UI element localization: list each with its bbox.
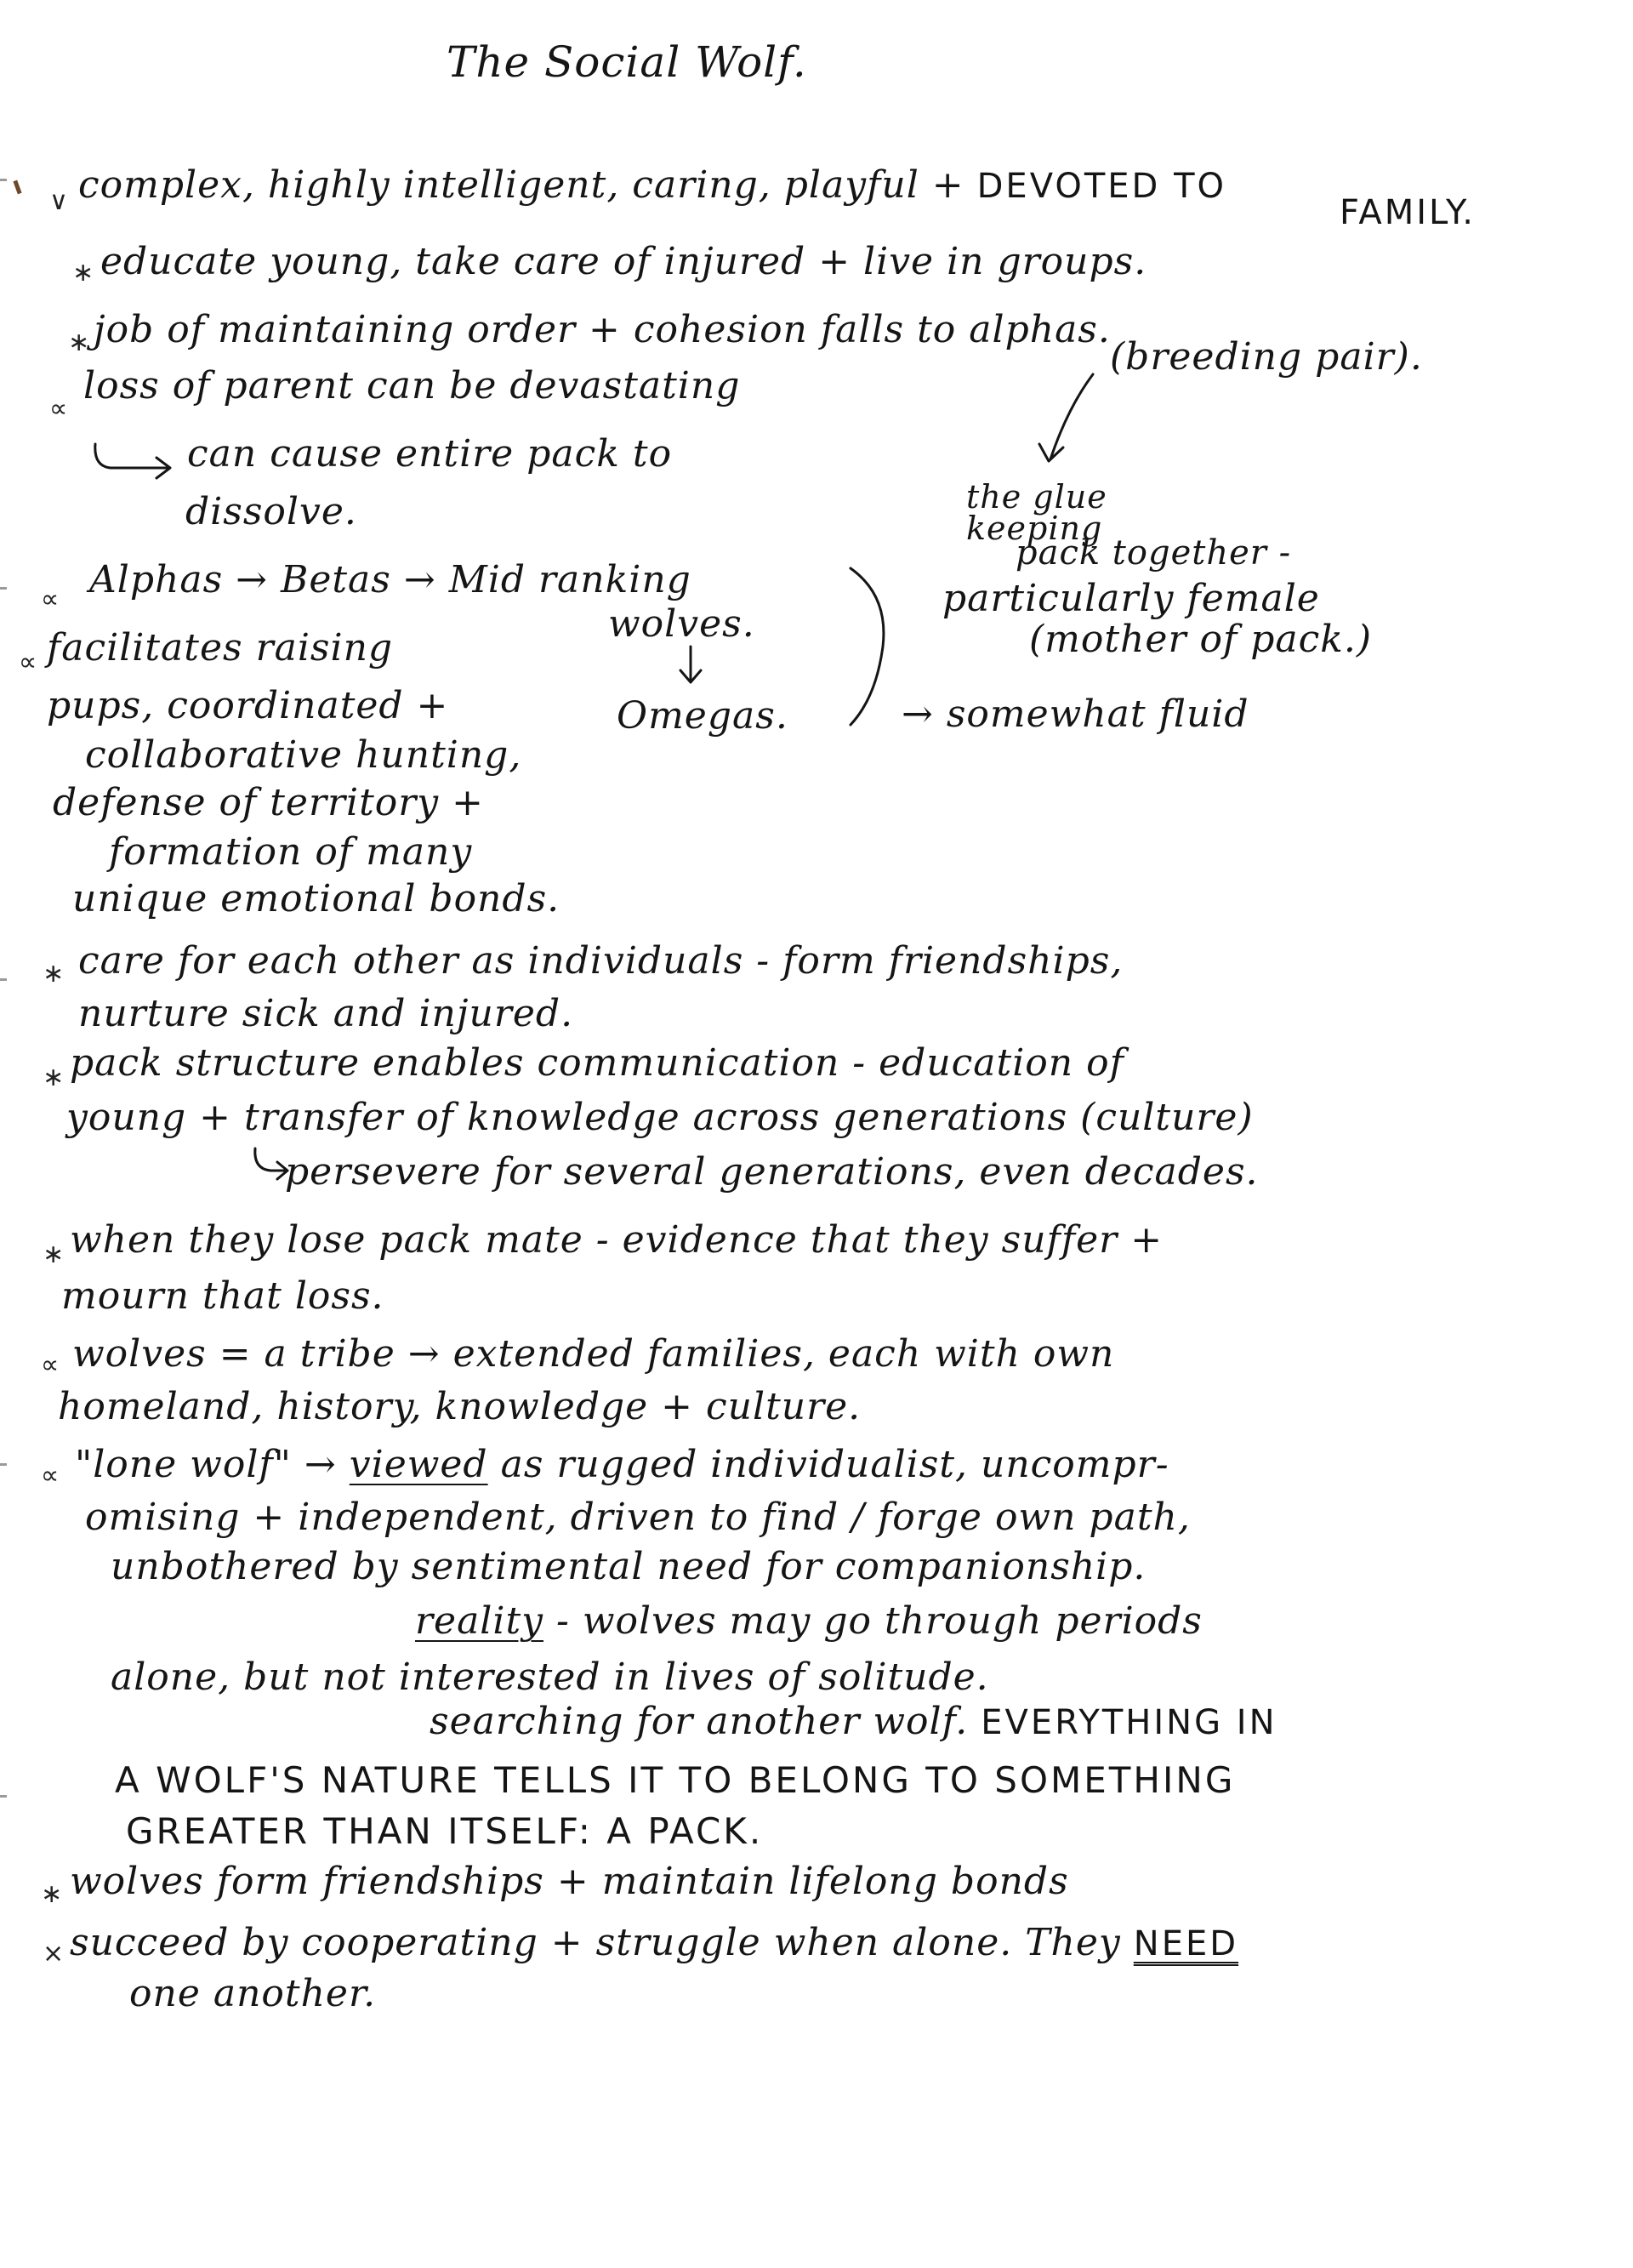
bullet-mark: ∝ xyxy=(41,1350,60,1380)
note-line: Alphas → Betas → Mid ranking xyxy=(89,558,691,601)
note-line: young + transfer of knowledge across generations (culture) xyxy=(66,1096,1254,1139)
note-line: care for each other as individuals - form friendships, xyxy=(78,939,1124,983)
note-line: persevere for several generations, even decades. xyxy=(285,1150,1259,1194)
note-caps: FAMILY. xyxy=(1340,193,1477,232)
note-line: wolves = a tribe → extended families, each with own xyxy=(72,1332,1115,1376)
bullet-mark: ∗ xyxy=(41,1879,63,1909)
note-line: educate young, take care of injured + live in groups. xyxy=(100,240,1147,283)
note-line: nurture sick and injured. xyxy=(78,992,574,1035)
page-title: The Social Wolf. xyxy=(447,37,807,87)
bullet-mark: ∗ xyxy=(68,328,90,357)
side-note: keeping xyxy=(966,510,1103,547)
note-line: alone, but not interested in lives of solitude. xyxy=(111,1655,989,1699)
caps-statement: GREATER THAN ITSELF: A PACK. xyxy=(126,1810,764,1852)
underlined-word: viewed xyxy=(349,1443,488,1486)
note-line: wolves form friendships + maintain lifelong bonds xyxy=(70,1860,1069,1903)
note-text: "lone wolf" → xyxy=(75,1443,350,1486)
note-line: mourn that loss. xyxy=(61,1274,384,1318)
underlined-word: reality xyxy=(415,1599,543,1643)
note-line: can cause entire pack to xyxy=(187,432,673,476)
note-line: unique emotional bonds. xyxy=(72,877,560,920)
note-caps: DEVOTED TO xyxy=(976,167,1226,206)
note-line: when they lose pack mate - evidence that they suffer + xyxy=(70,1218,1164,1262)
bullet-mark: ∝ xyxy=(41,584,60,614)
note-text: - wolves may go through periods xyxy=(543,1599,1203,1643)
side-note: (mother of pack.) xyxy=(1029,618,1373,661)
underlined-word: NEED xyxy=(1133,1924,1239,1963)
note-text: succeed by cooperating + struggle when alone. They xyxy=(70,1921,1134,1964)
note-line: facilitates raising xyxy=(47,626,394,670)
pointer-arrow xyxy=(1039,374,1093,461)
note-line: collaborative hunting, xyxy=(85,733,522,777)
brace xyxy=(851,568,884,725)
bullet-mark: ∝ xyxy=(49,394,68,424)
note-text: as rugged individualist, uncompr- xyxy=(487,1443,1169,1486)
note-line: formation of many xyxy=(109,830,473,874)
note-line: wolves. xyxy=(608,602,755,646)
note-line: one another. xyxy=(129,1972,377,2015)
bullet-mark: × xyxy=(43,1939,65,1969)
bullet-mark: ∝ xyxy=(41,1461,60,1490)
note-line: Omegas. xyxy=(617,694,788,738)
hook-arrow xyxy=(95,444,170,478)
note-text: complex, highly intelligent, caring, playful + xyxy=(78,163,977,207)
note-line: pups, coordinated + xyxy=(47,684,449,727)
hook-arrow xyxy=(255,1148,287,1179)
bullet-mark: ∝ xyxy=(19,647,37,677)
down-arrow xyxy=(680,647,701,682)
bullet-mark: ∗ xyxy=(72,258,94,288)
note-line: loss of parent can be devastating xyxy=(83,364,741,407)
bullet-mark: ∗ xyxy=(43,959,65,989)
side-note: particularly female xyxy=(942,577,1320,620)
caps-statement: A WOLF'S NATURE TELLS IT TO BELONG TO SOMETHING xyxy=(115,1759,1236,1801)
bullet-mark: ∗ xyxy=(43,1239,65,1269)
bullet-mark: ∨ xyxy=(49,186,68,216)
side-note: pack together - xyxy=(1016,533,1292,573)
bullet-mark: ∗ xyxy=(43,1063,65,1092)
note-line: omising + independent, driven to find / forge own path, xyxy=(85,1496,1191,1539)
side-note: the glue xyxy=(966,478,1107,516)
note-line: dissolve. xyxy=(185,490,357,533)
note-caps: EVERYTHING IN xyxy=(981,1703,1277,1742)
note-line: defense of territory + xyxy=(53,781,485,824)
note-line: pack structure enables communication - education of xyxy=(70,1041,1124,1085)
note-line: → somewhat fluid xyxy=(902,692,1249,736)
note-line: unbothered by sentimental need for companionship. xyxy=(111,1545,1147,1588)
note-line: job of maintaining order + cohesion falls to alphas. xyxy=(94,308,1111,351)
note-line: (breeding pair). xyxy=(1110,335,1423,379)
note-text: searching for another wolf. xyxy=(430,1700,982,1743)
note-line: homeland, history, knowledge + culture. xyxy=(58,1385,862,1428)
